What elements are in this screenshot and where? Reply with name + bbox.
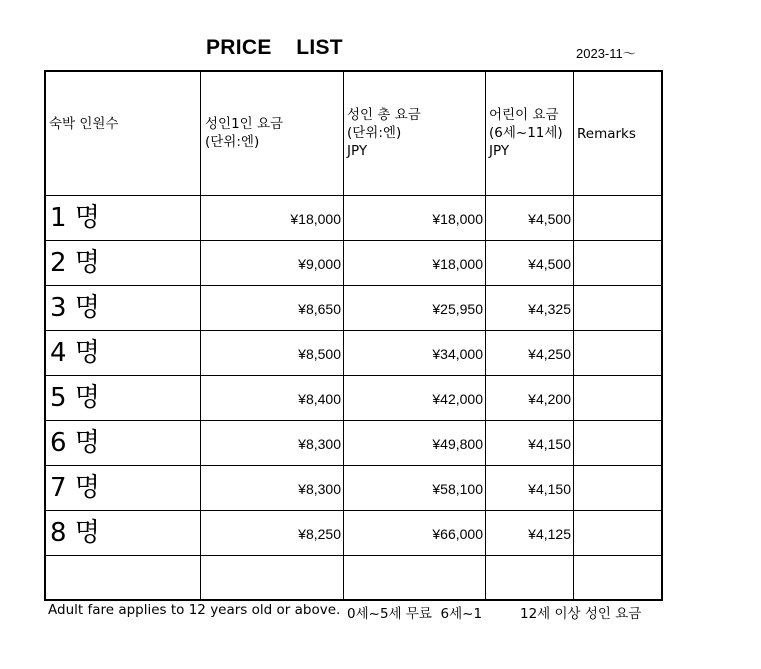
adult-total-cell: ¥18,000 (432, 211, 483, 227)
column-divider (485, 72, 486, 599)
adult-fare-note: Adult fare applies to 12 years old or above. (48, 602, 341, 618)
adult-per-person-cell: ¥8,400 (298, 391, 341, 407)
row-divider (46, 195, 661, 196)
guest-count-cell: 2 명 (50, 248, 100, 278)
guest-count-cell: 4 명 (50, 338, 100, 368)
row-divider (46, 330, 661, 331)
row-divider (46, 240, 661, 241)
child-fare-cell: ¥4,500 (528, 211, 571, 227)
child-fare-cell: ¥4,200 (528, 391, 571, 407)
adult-per-person-cell: ¥18,000 (290, 211, 341, 227)
child-fare-cell: ¥4,150 (528, 481, 571, 497)
adult-per-person-cell: ¥8,250 (298, 526, 341, 542)
adult-total-cell: ¥66,000 (432, 526, 483, 542)
adult-total-cell: ¥34,000 (432, 346, 483, 362)
effective-date: 2023-11～ (576, 46, 636, 61)
guest-count-cell: 1 명 (50, 203, 100, 233)
adult-per-person-cell: ¥8,500 (298, 346, 341, 362)
row-divider (46, 465, 661, 466)
guest-count-cell: 3 명 (50, 293, 100, 323)
free-age-note: 0세~5세 무료 6세~1 (347, 606, 483, 622)
adult-total-cell: ¥25,950 (432, 301, 483, 317)
column-divider (343, 72, 344, 599)
adult-per-person-cell: ¥8,300 (298, 436, 341, 452)
adult-per-person-cell: ¥8,300 (298, 481, 341, 497)
child-fare-cell: ¥4,325 (528, 301, 571, 317)
adult-per-person-cell: ¥9,000 (298, 256, 341, 272)
column-divider (573, 72, 574, 599)
header-adult-total: 성인 총 요금 (단위:엔) JPY (347, 107, 421, 159)
child-fare-cell: ¥4,150 (528, 436, 571, 452)
header-adult-per-person: 성인1인 요금 (단위:엔) (205, 116, 284, 150)
column-divider (200, 72, 201, 599)
adult-age-note: 12세 이상 성인 요금 (520, 606, 642, 622)
guest-count-cell: 5 명 (50, 383, 100, 413)
row-divider (46, 375, 661, 376)
page-title: PRICE LIST (206, 36, 343, 59)
child-fare-cell: ¥4,250 (528, 346, 571, 362)
child-fare-cell: ¥4,500 (528, 256, 571, 272)
guest-count-cell: 7 명 (50, 473, 100, 503)
guest-count-cell: 8 명 (50, 518, 100, 548)
header-remarks: Remarks (577, 126, 636, 142)
guest-count-cell: 6 명 (50, 428, 100, 458)
row-divider (46, 285, 661, 286)
adult-total-cell: ¥58,100 (432, 481, 483, 497)
adult-per-person-cell: ¥8,650 (298, 301, 341, 317)
row-divider (46, 510, 661, 511)
adult-total-cell: ¥42,000 (432, 391, 483, 407)
adult-total-cell: ¥49,800 (432, 436, 483, 452)
adult-total-cell: ¥18,000 (432, 256, 483, 272)
header-guest-count: 숙박 인원수 (49, 116, 119, 132)
row-divider (46, 420, 661, 421)
row-divider (46, 555, 661, 556)
child-fare-cell: ¥4,125 (528, 526, 571, 542)
header-child-fare: 어린이 요금 (6세~11세) JPY (489, 107, 563, 159)
